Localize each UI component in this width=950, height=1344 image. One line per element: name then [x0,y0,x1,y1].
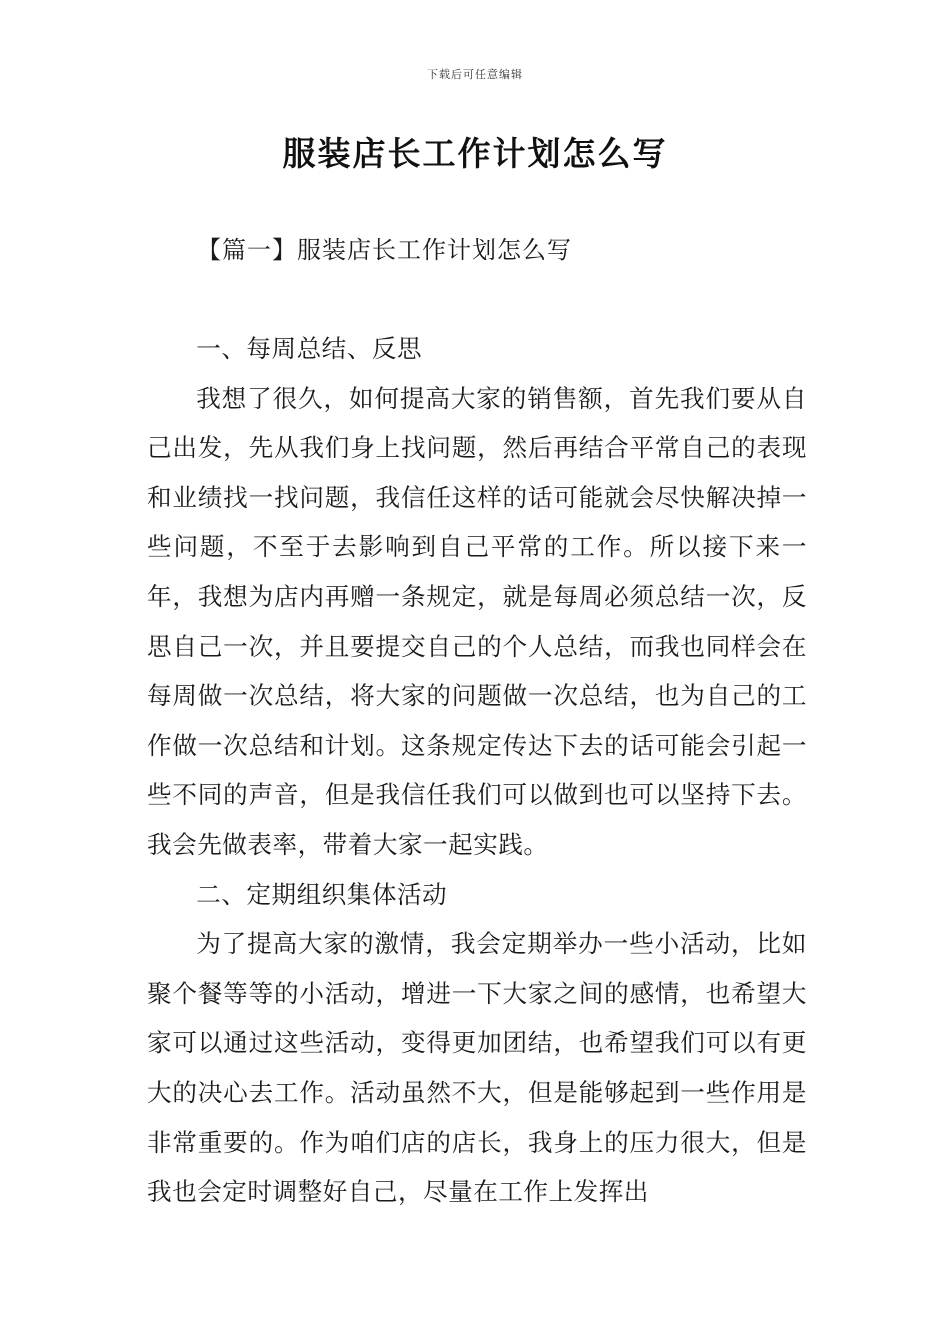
document-body [147,324,807,1217]
section-heading-1: 一、每周总结、反思 [196,334,423,363]
header-note: 下载后可任意编辑 [427,68,523,81]
section-paragraph-2: 为了提高大家的激情，我会定期举办一些小活动，比如聚个餐等等的小活动，增进一下大家之间的感情，也希望大家可以通过这些活动，变得更加团结，也希望我们可以有更大的决心去工作。活动虽然不大，但是能够起到一些作用是非常重要的。作为咱们店的店长，我身上的压力很大，但是我也会定时调整好自己，尽量在工作上发挥出 [147,929,807,1207]
document-title: 服装店长工作计划怎么写 [282,134,668,173]
section-paragraph-1: 我想了很久，如何提高大家的销售额，首先我们要从自己出发，先从我们身上找问题，然后再结合平常自己的表现和业绩找一找问题，我信任这样的话可能就会尽快解决掉一些问题，不至于去影响到自己平常的工作。所以接下来一年，我想为店内再赠一条规定，就是每周必须总结一次，反思自己一次，并且要提交自己的个人总结，而我也同样会在每周做一次总结，将大家的问题做一次总结，也为自己的工作做一次总结和计划。这条规定传达下去的话可能会引起一些不同的声音，但是我信任我们可以做到也可以坚持下去。我会先做表率，带着大家一起实践。 [147,383,807,859]
section-heading-2: 二、定期组织集体活动 [196,879,448,909]
section-subtitle: 【篇一】服装店长工作计划怎么写 [197,236,572,264]
